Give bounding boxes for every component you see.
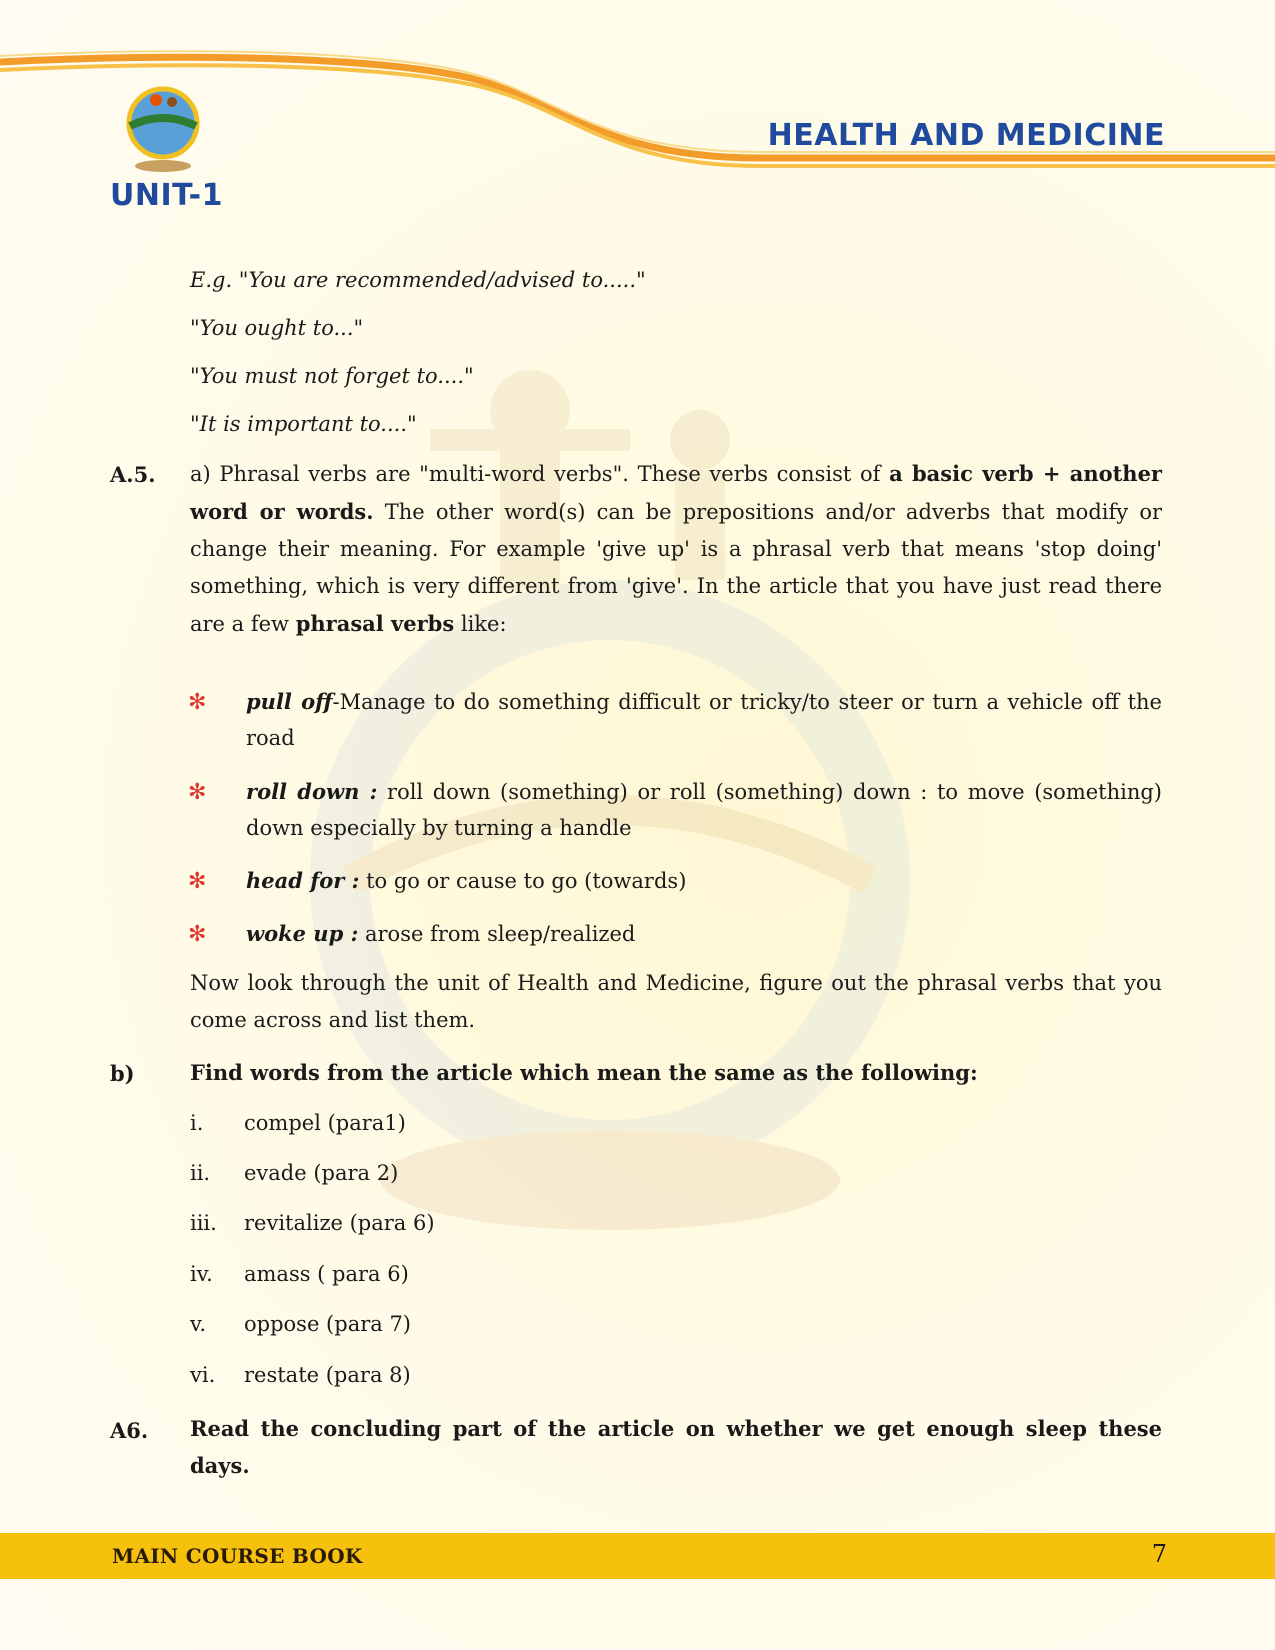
bullet-star-icon: ✻ xyxy=(188,690,207,715)
list-item-text: amass ( para 6) xyxy=(244,1262,409,1286)
a6-instruction: Read the concluding part of the article on whether we get enough sleep these days. xyxy=(190,1416,1162,1478)
phrasal-verb-item xyxy=(246,774,1162,846)
a5-intro-bold: a basic verb + another word or words. xyxy=(190,461,1162,524)
b-instruction: Find words from the article which mean the same as the following: xyxy=(190,1060,978,1085)
list-item-number: vi. xyxy=(190,1363,216,1387)
list-item-text: compel (para1) xyxy=(244,1111,406,1135)
page-number: 7 xyxy=(1151,1540,1167,1568)
list-item-number: iv. xyxy=(190,1262,213,1286)
phrasal-verb-definition: to go or cause to go (towards) xyxy=(359,869,687,893)
example-line: "You ought to..." xyxy=(190,316,364,340)
question-label-b: b) xyxy=(110,1061,135,1086)
cbse-globe-logo-icon xyxy=(118,78,208,178)
bullet-star-icon: ✻ xyxy=(188,869,207,894)
list-item-number: i. xyxy=(190,1111,204,1135)
bullet-star-icon: ✻ xyxy=(188,922,207,947)
a5-intro-text: a) Phrasal verbs are "multi-word verbs". These verbs consist of xyxy=(190,462,890,486)
list-item-text: restate (para 8) xyxy=(244,1363,411,1387)
example-line: "It is important to...." xyxy=(190,412,417,436)
a5-intro-text: The other word(s) can be prepositions and/or adverbs that modify or change their meaning. For example 'give up' is a phrasal verb that means 'stop doing' something, which is very different from 'give'. In the article that you have just read there are a few xyxy=(190,500,1162,636)
example-line: E.g. "You are recommended/advised to....." xyxy=(190,268,646,292)
phrasal-verb-definition: roll down (something) or roll (something) down : to move (something) down especially by turning a handle xyxy=(246,780,1162,840)
example-line: "You must not forget to...." xyxy=(190,364,474,388)
phrasal-verb-term: woke up : xyxy=(246,921,359,946)
phrasal-verb-term: roll down : xyxy=(246,779,378,804)
phrasal-verb-item xyxy=(246,916,1162,952)
phrasal-verb-definition: arose from sleep/realized xyxy=(358,922,636,946)
phrasal-verb-term: pull off xyxy=(246,689,333,714)
list-item-text: evade (para 2) xyxy=(244,1161,399,1185)
a5-intro-text: like: xyxy=(454,612,507,636)
unit-label: UNIT-1 xyxy=(110,178,224,213)
list-item-number: iii. xyxy=(190,1211,217,1235)
list-item-text: oppose (para 7) xyxy=(244,1312,411,1336)
bullet-star-icon: ✻ xyxy=(188,780,207,805)
list-item-number: v. xyxy=(190,1312,207,1336)
footer-book-title: MAIN COURSE BOOK xyxy=(112,1544,363,1568)
phrasal-verb-item xyxy=(246,863,1162,899)
phrasal-verb-definition: -Manage to do something difficult or tricky/to steer or turn a vehicle off the road xyxy=(246,690,1162,750)
list-item-text: revitalize (para 6) xyxy=(244,1211,435,1235)
phrasal-verb-term: head for : xyxy=(246,868,360,893)
chapter-title: HEALTH AND MEDICINE xyxy=(767,118,1165,153)
phrasal-verb-item xyxy=(246,684,1162,756)
a5-intro-paragraph xyxy=(190,455,1162,643)
a5-followup-paragraph: Now look through the unit of Health and Medicine, figure out the phrasal verbs that you come across and list them. xyxy=(190,971,1162,1032)
question-label-a5: A.5. xyxy=(110,462,156,487)
question-label-a6: A6. xyxy=(110,1418,149,1443)
a5-intro-bold: phrasal verbs xyxy=(295,611,455,636)
list-item-number: ii. xyxy=(190,1161,211,1185)
